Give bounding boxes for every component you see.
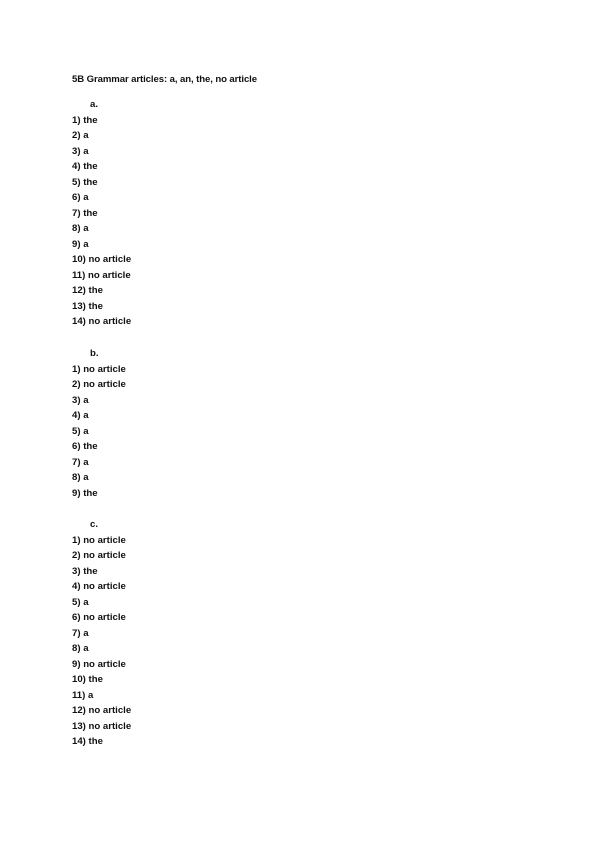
section-label: b. <box>90 348 99 359</box>
answer-item: 2) no article <box>72 379 126 390</box>
answer-item: 1) the <box>72 114 98 126</box>
answer-section-a <box>72 97 131 330</box>
answer-item: 7) a <box>72 456 89 468</box>
answer-item: 1) no article <box>72 363 126 375</box>
answer-list <box>72 362 126 502</box>
section-label: c. <box>90 519 99 530</box>
answer-item: 13) the <box>72 300 103 312</box>
answer-item: 8) a <box>72 223 89 234</box>
answer-item: 14) no article <box>72 316 132 327</box>
answer-list <box>72 113 131 330</box>
answer-section-c <box>72 517 131 750</box>
answer-item: 9) a <box>72 238 89 250</box>
answer-item: 2) no article <box>72 550 126 561</box>
answer-item: 10) the <box>72 674 103 685</box>
answer-item: 3) a <box>72 394 89 406</box>
document-title: 5B Grammar articles: a, an, the, no article <box>72 74 257 85</box>
answer-item: 6) the <box>72 441 98 452</box>
answer-item: 3) a <box>72 145 89 157</box>
answer-item: 5) the <box>72 176 98 188</box>
answer-item: 12) the <box>72 285 103 296</box>
answer-item: 4) the <box>72 161 98 172</box>
answer-item: 5) a <box>72 425 89 437</box>
answer-item: 12) no article <box>72 705 132 716</box>
answer-item: 8) a <box>72 643 89 654</box>
answer-item: 9) no article <box>72 658 126 670</box>
answer-item: 9) the <box>72 487 98 499</box>
answer-item: 1) no article <box>72 534 126 546</box>
answer-item: 2) a <box>72 130 89 141</box>
answer-item: 14) the <box>72 736 103 747</box>
answer-section-b <box>72 346 126 501</box>
answer-item: 11) no article <box>72 269 131 281</box>
answer-item: 7) the <box>72 207 98 219</box>
answer-item: 4) a <box>72 410 89 421</box>
answer-item: 5) a <box>72 596 89 608</box>
answer-list <box>72 533 131 750</box>
answer-item: 3) the <box>72 565 98 577</box>
answer-item: 7) a <box>72 627 89 639</box>
answer-item: 8) a <box>72 472 89 483</box>
answer-item: 4) no article <box>72 581 126 592</box>
answer-item: 13) no article <box>72 720 132 732</box>
answer-item: 6) a <box>72 192 89 203</box>
answer-item: 10) no article <box>72 254 132 265</box>
answer-item: 6) no article <box>72 612 126 623</box>
section-label: a. <box>90 99 99 110</box>
answer-item: 11) a <box>72 689 94 701</box>
